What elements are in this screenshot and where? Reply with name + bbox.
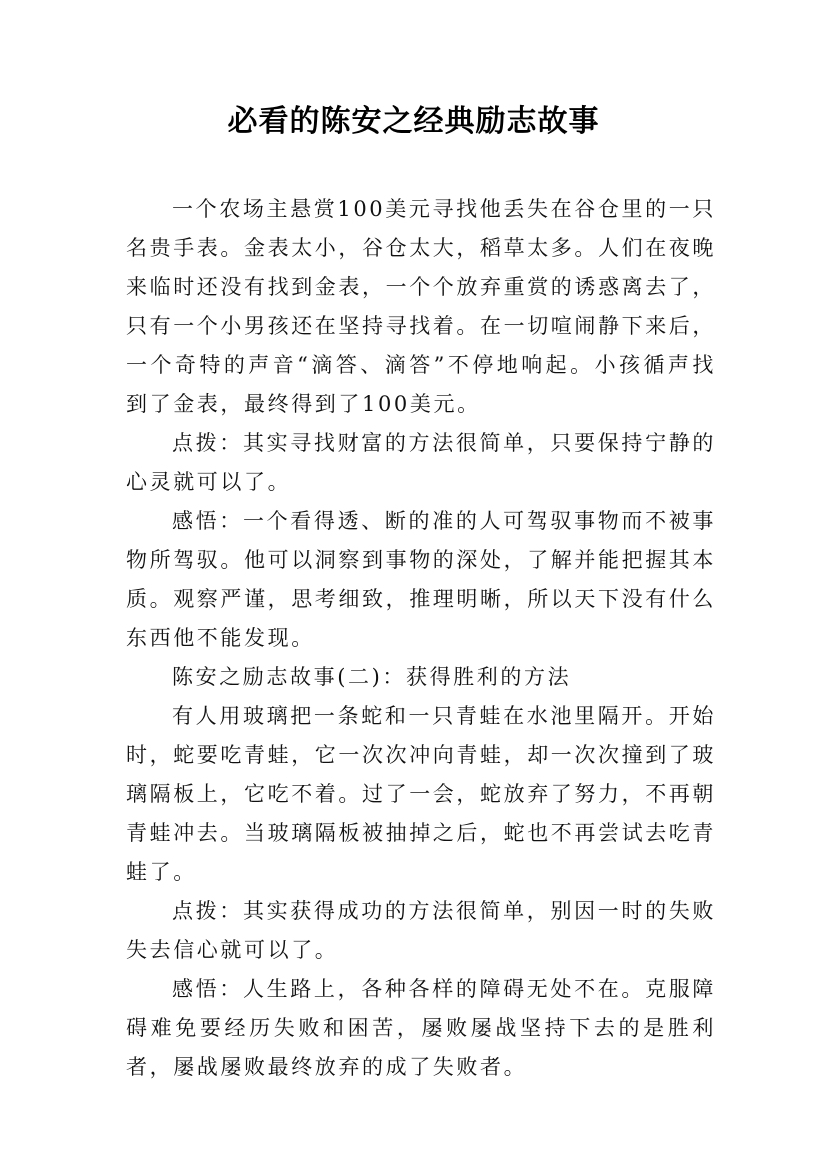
story-paragraph-farmer-watch: 一个农场主悬赏100美元寻找他丢失在谷仓里的一只名贵手表。金表太小，谷仓太大，稻草太多。人们在夜晚来临时还没有找到金表，一个个放弃重赏的诱惑离去了，只有一个小男孩还在坚持寻找着。在一切喧闹静下来后，一个奇特的声音“滴答、滴答”不停地响起。小孩循声找到了金表，最终得到了100美元。 (126, 197, 716, 416)
insight-paragraph-2: 点拨：其实获得成功的方法很简单，别因一时的失败失去信心就可以了。 (126, 899, 716, 962)
story-paragraph-snake-frog: 有人用玻璃把一条蛇和一只青蛙在水池里隔开。开始时，蛇要吃青蛙，它一次次冲向青蛙，却一次次撞到了玻璃隔板上，它吃不着。过了一会，蛇放弃了努力，不再朝青蛙冲去。当玻璃隔板被抽掉之后，蛇也不再尝试去吃青蛙了。 (126, 704, 716, 884)
reflection-paragraph-2: 感悟：人生路上，各种各样的障碍无处不在。克服障碍难免要经历失败和困苦，屡败屡战坚持下去的是胜利者，屡战屡败最终放弃的成了失败者。 (126, 977, 716, 1079)
document-body (126, 190, 716, 1087)
document-title: 必看的陈安之经典励志故事 (227, 104, 600, 139)
insight-paragraph-1: 点拨：其实寻找财富的方法很简单，只要保持宁静的心灵就可以了。 (126, 431, 716, 494)
section-heading-story-2: 陈安之励志故事(二)：获得胜利的方法 (172, 665, 572, 689)
reflection-paragraph-1: 感悟：一个看得透、断的准的人可驾驭事物而不被事物所驾驭。他可以洞察到事物的深处，了解并能把握其本质。观察严谨，思考细致，推理明晰，所以天下没有什么东西他不能发现。 (126, 509, 716, 650)
